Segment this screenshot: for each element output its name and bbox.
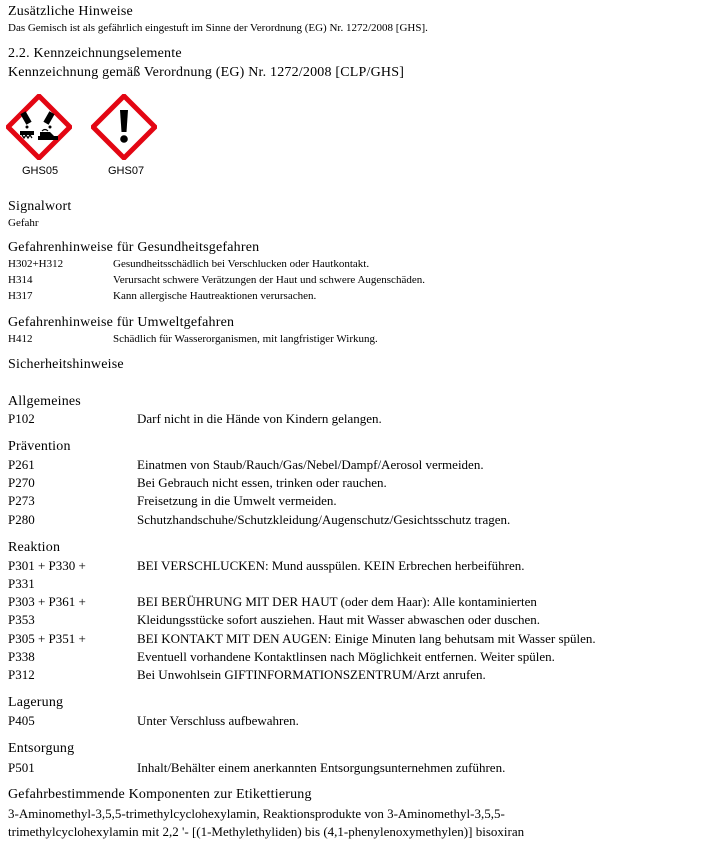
- precaution-text-continued: Eventuell vorhandene Kontaktlinsen nach Möglichkeit entfernen. Weiter spülen.: [137, 649, 555, 664]
- section-heading-kennzeichnungselemente: 2.2. Kennzeichnungselemente: [8, 46, 182, 61]
- section-heading-sicherheitshinweise: Sicherheitshinweise: [8, 357, 124, 372]
- hazard-code: H412: [8, 333, 33, 345]
- hazard-text: Gesundheitsschädlich bei Verschlucken oder Hautkontakt.: [113, 258, 370, 270]
- precaution-text: Freisetzung in die Umwelt vermeiden.: [137, 493, 337, 508]
- kennzeichnung-subheading: Kennzeichnung gemäß Verordnung (EG) Nr. 1272/2008 [CLP/GHS]: [8, 65, 405, 80]
- precaution-text: BEI KONTAKT MIT DEN AUGEN: Einige Minuten lang behutsam mit Wasser spülen.: [137, 631, 596, 646]
- section-heading-gesundheitsgefahren: Gefahrenhinweise für Gesundheitsgefahren: [8, 240, 260, 255]
- precaution-code: P312: [8, 667, 35, 682]
- precaution-code-continued: P331: [8, 576, 35, 591]
- precaution-code-continued: P353: [8, 612, 35, 627]
- precaution-text: Einatmen von Staub/Rauch/Gas/Nebel/Dampf/Aerosol vermeiden.: [137, 457, 484, 472]
- precaution-text-continued: Kleidungsstücke sofort ausziehen. Haut mit Wasser abwaschen oder duschen.: [137, 612, 541, 627]
- komponenten-line-2: trimethylcyclohexylamin mit 2,2 '- [(1-Methylethyliden) bis (4,1-phenylenoxymethylen)] bisoxiran: [8, 824, 525, 839]
- signalwort-value: Gefahr: [8, 217, 39, 229]
- precaution-text: Bei Gebrauch nicht essen, trinken oder rauchen.: [137, 475, 387, 490]
- ghs07-label: GHS07: [108, 165, 145, 177]
- section-heading-allgemeines: Allgemeines: [8, 394, 81, 409]
- precaution-text: Unter Verschluss aufbewahren.: [137, 713, 299, 728]
- section-heading-umweltgefahren: Gefahrenhinweise für Umweltgefahren: [8, 315, 235, 330]
- section-heading-praevention: Prävention: [8, 439, 71, 454]
- precaution-code: P405: [8, 713, 35, 728]
- corrosion-icon: [8, 96, 70, 158]
- hazard-text: Schädlich für Wasserorganismen, mit langfristiger Wirkung.: [113, 333, 378, 345]
- hazard-text: Kann allergische Hautreaktionen verursachen.: [113, 290, 317, 302]
- section-heading-komponenten: Gefahrbestimmende Komponenten zur Etikettierung: [8, 787, 312, 802]
- precaution-code-continued: P338: [8, 649, 35, 664]
- precaution-code: P261: [8, 457, 35, 472]
- precaution-text: BEI VERSCHLUCKEN: Mund ausspülen. KEIN Erbrechen herbeiführen.: [137, 558, 525, 573]
- precaution-text: Inhalt/Behälter einem anerkannten Entsorgungsunternehmen zuführen.: [137, 760, 506, 775]
- ghs05-label: GHS05: [22, 165, 59, 177]
- precaution-code: P301 + P330 +: [8, 558, 86, 573]
- precaution-code: P102: [8, 411, 35, 426]
- ghs05-corrosion-pictogram: [6, 94, 72, 160]
- hazard-code: H302+H312: [8, 258, 64, 270]
- exclamation-icon: [93, 96, 155, 158]
- zusaetzliche-hinweise-text: Das Gemisch ist als gefährlich eingestuft im Sinne der Verordnung (EG) Nr. 1272/2008 [GHS].: [8, 22, 428, 34]
- precaution-code: P305 + P351 +: [8, 631, 86, 646]
- precaution-text: Darf nicht in die Hände von Kindern gelangen.: [137, 411, 382, 426]
- ghs07-exclamation-pictogram: [91, 94, 157, 160]
- komponenten-line-1: 3-Aminomethyl-3,5,5-trimethylcyclohexylamin, Reaktionsprodukte von 3-Aminomethyl-3,5,5-: [8, 806, 505, 821]
- precaution-code: P270: [8, 475, 35, 490]
- section-heading-zusaetzliche-hinweise: Zusätzliche Hinweise: [8, 4, 133, 19]
- hazard-code: H314: [8, 274, 33, 286]
- section-heading-signalwort: Signalwort: [8, 199, 72, 214]
- precaution-text: BEI BERÜHRUNG MIT DER HAUT (oder dem Haar): Alle kontaminierten: [137, 594, 537, 609]
- hazard-code: H317: [8, 290, 33, 302]
- section-heading-reaktion: Reaktion: [8, 540, 61, 555]
- precaution-code: P501: [8, 760, 35, 775]
- precaution-code: P303 + P361 +: [8, 594, 86, 609]
- section-heading-lagerung: Lagerung: [8, 695, 64, 710]
- precaution-text: Schutzhandschuhe/Schutzkleidung/Augenschutz/Gesichtsschutz tragen.: [137, 512, 511, 527]
- precaution-code: P280: [8, 512, 35, 527]
- precaution-code: P273: [8, 493, 35, 508]
- hazard-text: Verursacht schwere Verätzungen der Haut und schwere Augenschäden.: [113, 274, 425, 286]
- section-heading-entsorgung: Entsorgung: [8, 741, 75, 756]
- precaution-text: Bei Unwohlsein GIFTINFORMATIONSZENTRUM/Arzt anrufen.: [137, 667, 486, 682]
